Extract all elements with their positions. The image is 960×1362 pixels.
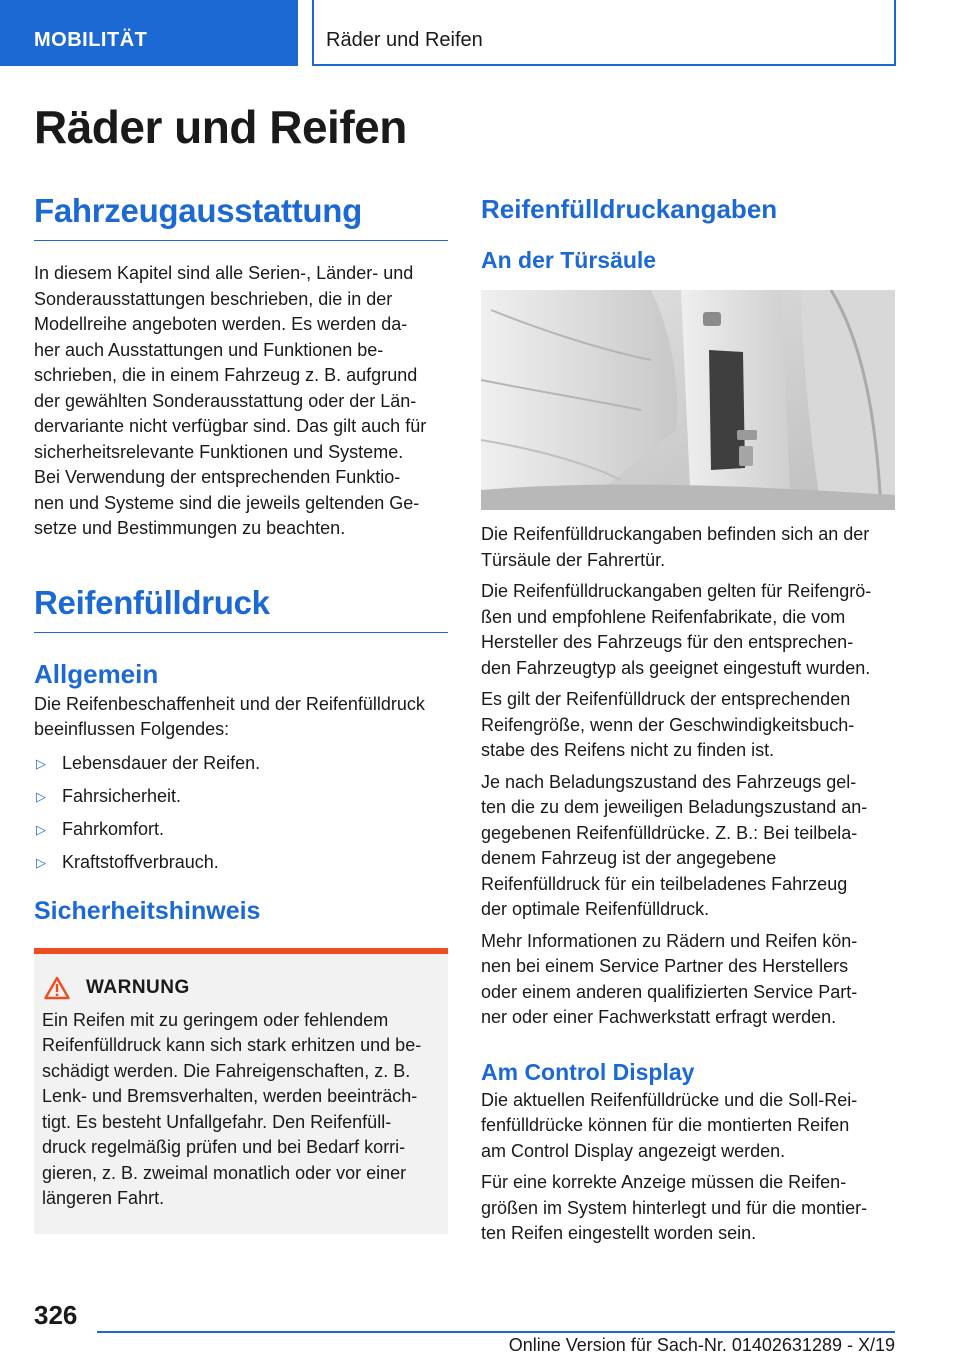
text-line: her auch Ausstattungen und Funktionen be- xyxy=(34,339,384,360)
control-display-p1 xyxy=(481,1088,895,1165)
text-line: In diesem Kapitel sind alle Serien-, Länder- und xyxy=(34,263,414,283)
equipment-heading: Fahrzeugausstattung xyxy=(34,192,448,241)
right-column xyxy=(481,192,895,1247)
text-line: der optimale Reifenfülldruck. xyxy=(481,899,710,919)
text-line: ßen und empfohlene Reifenfabrikate, die vom xyxy=(481,606,846,627)
section-tab: MOBILITÄT xyxy=(0,0,298,66)
control-display-p2 xyxy=(481,1170,895,1247)
list-item: ▷ Kraftstoffverbrauch. xyxy=(34,850,448,875)
warning-header xyxy=(42,976,438,1000)
text-line: schädigt werden. Die Fahreigenschaften, z. B. xyxy=(42,1060,411,1081)
text-line: Hersteller des Fahrzeugs für den entsprechen- xyxy=(481,632,854,652)
list-item: ▷ Lebensdauer der Reifen. xyxy=(34,751,448,776)
text-line: nen bei einem Service Partner des Herstellers xyxy=(481,956,849,976)
warning-box xyxy=(34,948,448,1234)
text-line: Sonderausstattungen beschrieben, die in der xyxy=(34,288,393,309)
footer-divider xyxy=(97,1331,895,1333)
text-line: ner oder einer Fachwerkstatt erfragt werden. xyxy=(481,1007,837,1027)
warning-label: WARNUNG xyxy=(86,976,190,998)
text-line: Die Reifenfülldruckangaben gelten für Reifengrö- xyxy=(481,581,872,601)
triangle-right-outline-icon: ▷ xyxy=(36,854,46,870)
text-line: sicherheitsrelevante Funktionen und Systeme. xyxy=(34,441,404,462)
text-line: Die Reifenfülldruckangaben befinden sich an der xyxy=(481,524,870,544)
text-line: Lenk- und Bremsverhalten, werden beeinträch- xyxy=(42,1086,418,1106)
text-line: der gewählten Sonderausstattung oder der Län- xyxy=(34,390,417,411)
triangle-right-outline-icon: ▷ xyxy=(36,788,46,804)
text-line: Modellreihe angeboten werden. Es werden da- xyxy=(34,314,408,334)
text-line: denem Fahrzeug ist der angegebene xyxy=(481,848,777,868)
text-line: Reifengröße, wenn der Geschwindigkeitsbuch- xyxy=(481,714,855,735)
left-column xyxy=(34,192,448,1234)
page-title: Räder und Reifen xyxy=(34,101,407,153)
page-number: 326 xyxy=(34,1300,78,1330)
text-line: Die aktuellen Reifenfülldrücke und die Soll-Rei- xyxy=(481,1089,858,1110)
text-line: ten die zu dem jeweiligen Beladungszustand an- xyxy=(481,797,868,817)
door-pillar-illustration xyxy=(481,290,895,510)
triangle-right-outline-icon: ▷ xyxy=(36,821,46,837)
text-line: schrieben, die in einem Fahrzeug z. B. aufgrund xyxy=(34,365,418,385)
door-pillar-photo xyxy=(481,290,895,510)
text-line: gieren, z. B. zweimal monatlich oder vor einer xyxy=(42,1162,407,1183)
pressure-info-heading: Reifenfülldruckangaben xyxy=(481,194,778,224)
text-line: Türsäule der Fahrertür. xyxy=(481,549,666,570)
chapter-tab: Räder und Reifen xyxy=(312,0,896,66)
text-line: oder einem anderen qualifizierten Service Part- xyxy=(481,981,858,1002)
warning-text xyxy=(42,1008,438,1212)
equipment-paragraph xyxy=(34,261,448,542)
list-item: ▷ Fahrsicherheit. xyxy=(34,784,448,809)
triangle-right-outline-icon: ▷ xyxy=(36,755,46,771)
text-line: größen im System hinterlegt und für die montier- xyxy=(481,1197,868,1218)
door-pillar-p4 xyxy=(481,770,895,923)
text-line: setze und Bestimmungen zu beachten. xyxy=(34,518,346,538)
pressure-heading: Reifenfülldruck xyxy=(34,584,448,633)
general-heading: Allgemein xyxy=(34,658,159,689)
text-line: Bei Verwendung der entsprechenden Funktio- xyxy=(34,467,401,487)
online-version-note: Online Version für Sach-Nr. 01402631289 - X/19 xyxy=(508,1335,895,1355)
warning-triangle-icon xyxy=(44,976,70,1000)
text-line: Die Reifenbeschaffenheit und der Reifenfülldruck xyxy=(34,693,425,714)
text-line: Mehr Informationen zu Rädern und Reifen kön- xyxy=(481,930,858,951)
text-line: stabe des Reifens nicht zu finden ist. xyxy=(481,740,775,760)
text-line: den Fahrzeugtyp als geeignet eingestuft wurden. xyxy=(481,657,871,678)
text-line: am Control Display angezeigt werden. xyxy=(481,1140,786,1161)
text-line: Reifenfülldruck kann sich stark erhitzen und be- xyxy=(42,1035,422,1055)
text-line: ten Reifen eingestellt worden sein. xyxy=(481,1223,757,1243)
text-line: tigt. Es besteht Unfallgefahr. Den Reifenfüll- xyxy=(42,1111,392,1132)
general-paragraph xyxy=(34,692,448,743)
text-line: Ein Reifen mit zu geringem oder fehlendem xyxy=(42,1009,389,1030)
door-pillar-p1 xyxy=(481,522,895,573)
door-pillar-heading: An der Türsäule xyxy=(481,247,657,273)
text-line: Es gilt der Reifenfülldruck der entsprechenden xyxy=(481,689,851,709)
safety-heading: Sicherheitshinweis xyxy=(34,896,261,925)
text-line: dervariante nicht verfügbar sind. Das gilt auch für xyxy=(34,416,427,436)
page-header xyxy=(0,0,960,66)
door-pillar-p3 xyxy=(481,687,895,764)
text-line: Reifenfülldruck für ein teilbeladenes Fahrzeug xyxy=(481,873,848,894)
list-item: ▷ Fahrkomfort. xyxy=(34,817,448,842)
influence-list xyxy=(34,751,448,875)
door-pillar-p5 xyxy=(481,929,895,1031)
text-line: längeren Fahrt. xyxy=(42,1188,165,1208)
door-pillar-p2 xyxy=(481,579,895,681)
text-line: druck regelmäßig prüfen und bei Bedarf korri- xyxy=(42,1137,406,1157)
text-line: fenfülldrücke können für die montierten Reifen xyxy=(481,1115,850,1135)
text-line: Für eine korrekte Anzeige müssen die Reifen- xyxy=(481,1172,847,1192)
control-display-heading: Am Control Display xyxy=(481,1058,695,1085)
text-line: gegebenen Reifenfülldrücke. Z. B.: Bei teilbela- xyxy=(481,822,858,843)
text-line: nen und Systeme sind die jeweils geltenden Ge- xyxy=(34,492,420,513)
text-line: beeinflussen Folgendes: xyxy=(34,719,230,739)
text-line: Je nach Beladungszustand des Fahrzeugs gel- xyxy=(481,771,857,792)
